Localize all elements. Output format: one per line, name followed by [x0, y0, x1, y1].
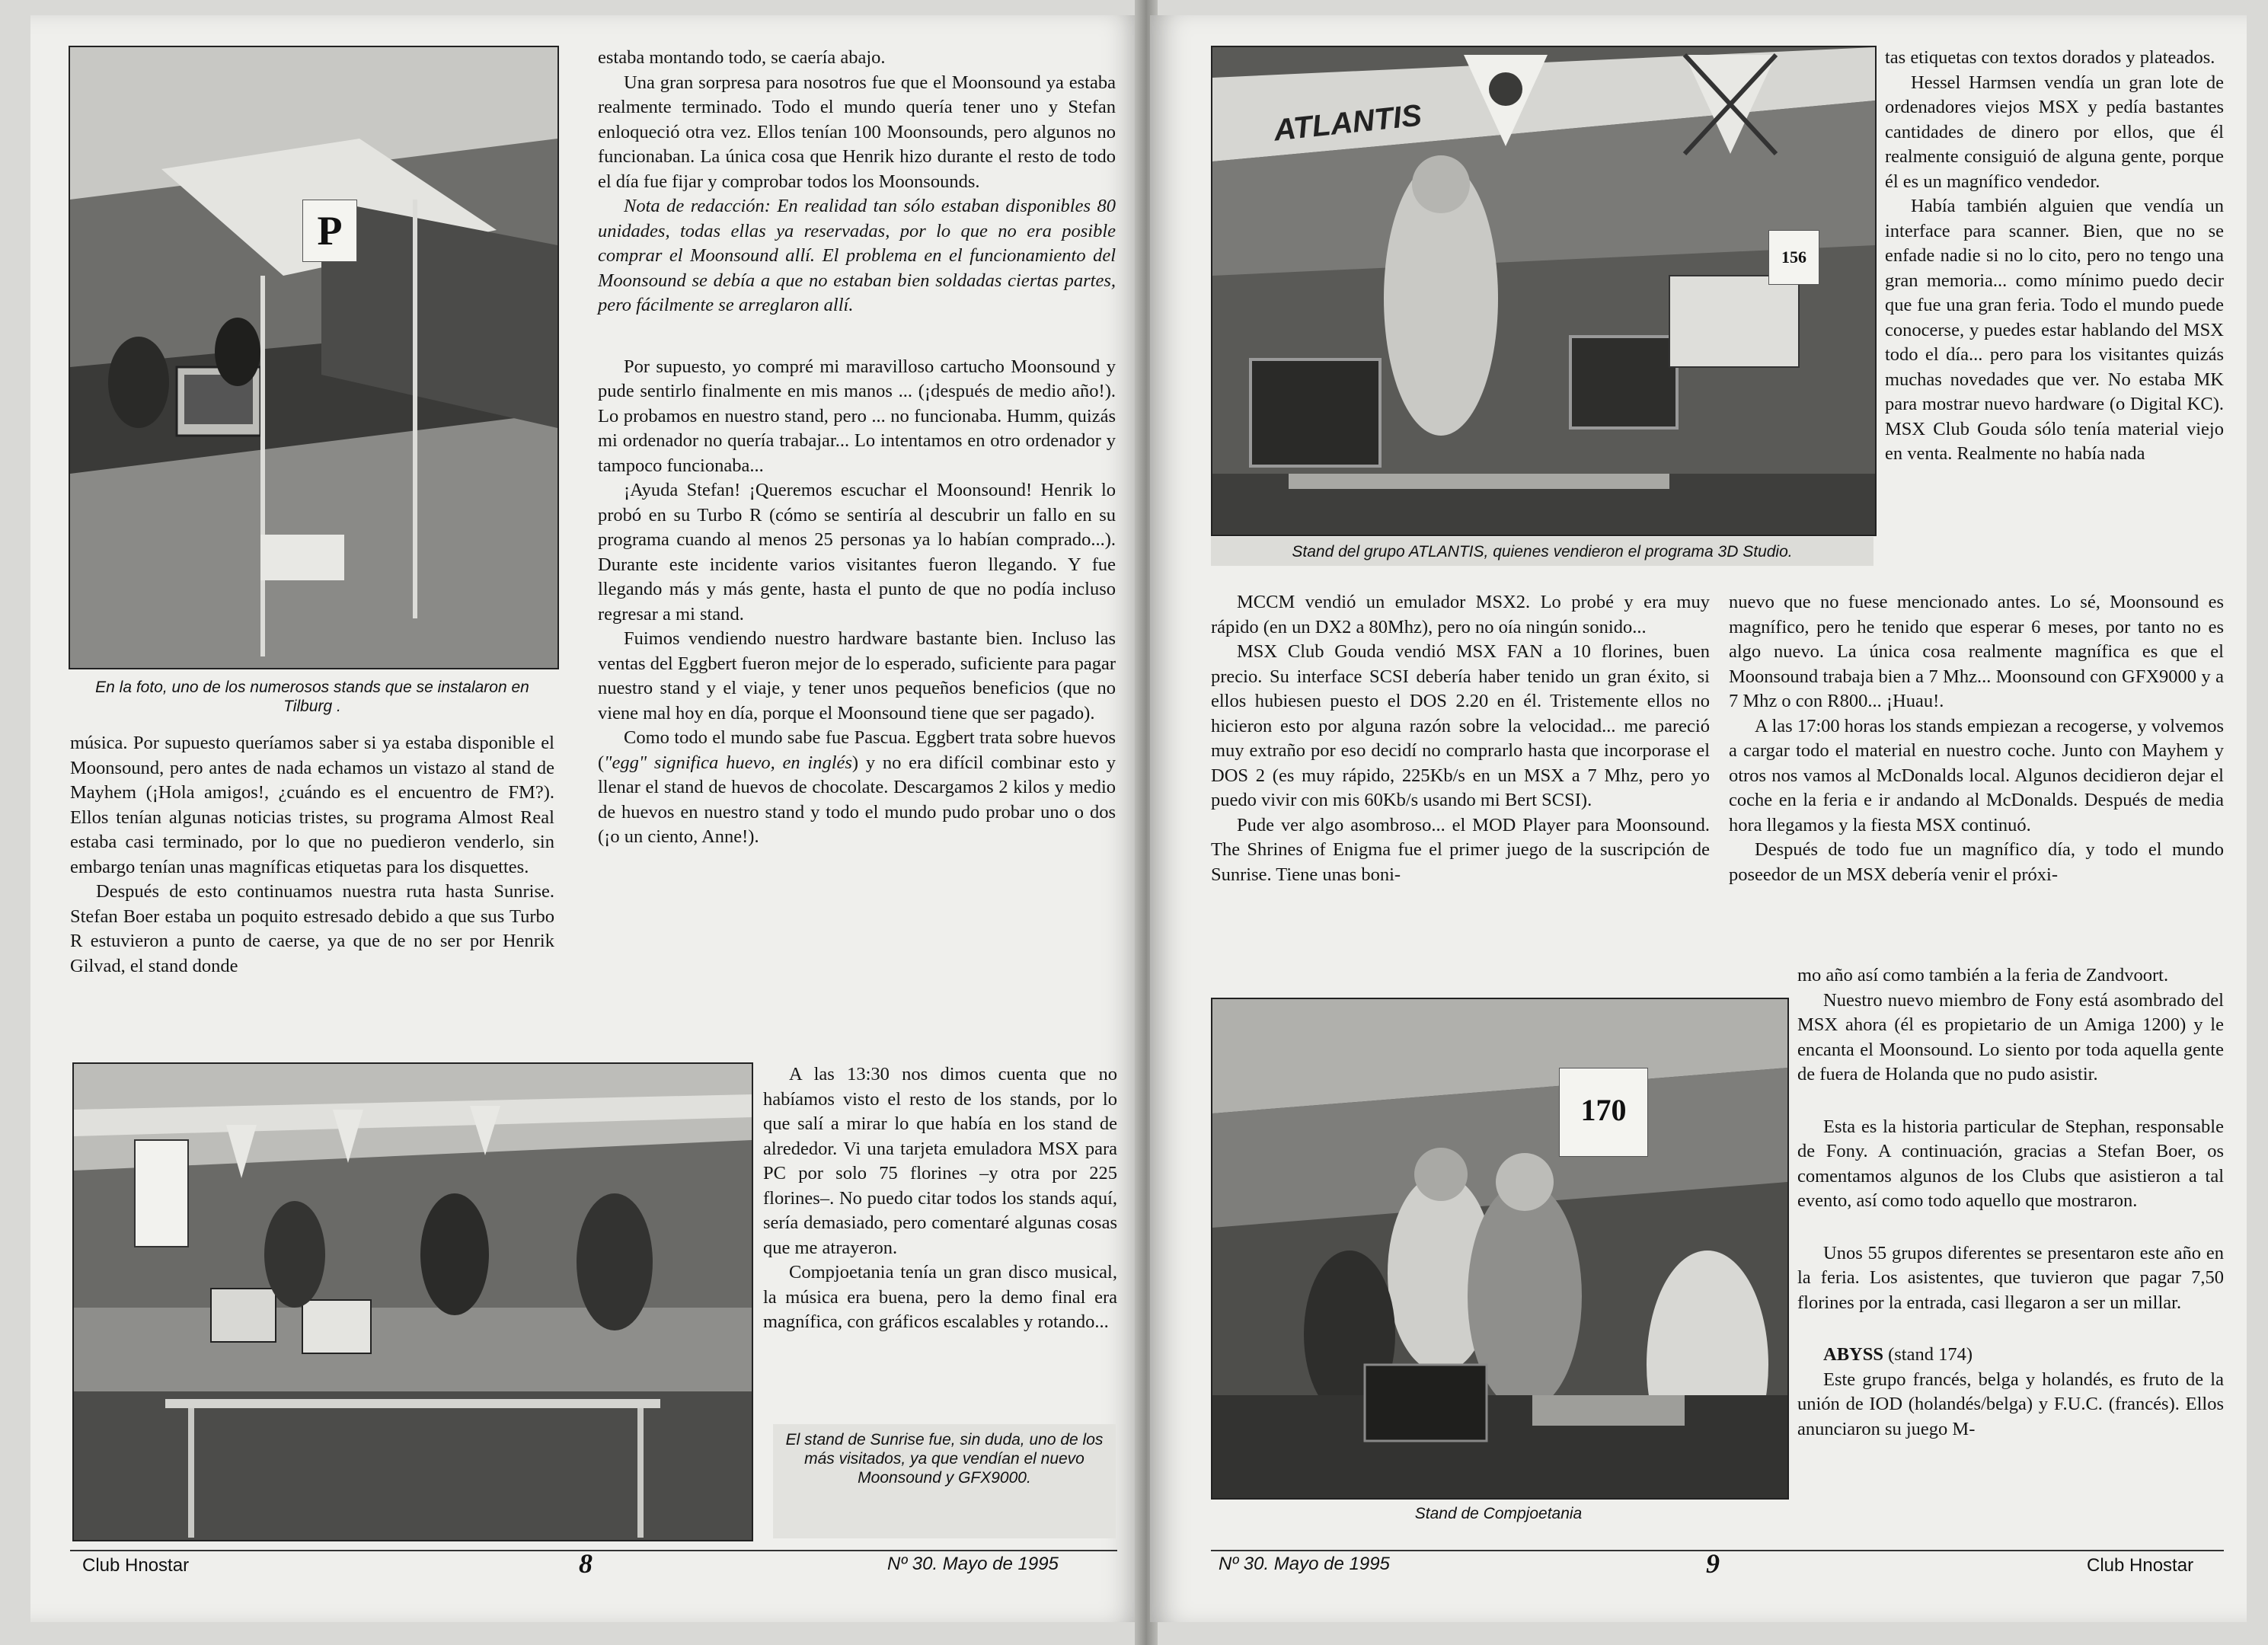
- abyss-title: ABYSS: [1823, 1344, 1883, 1365]
- stand-sign-170: 170: [1559, 1068, 1648, 1157]
- footer-rule: [70, 1550, 1117, 1551]
- paragraph-easter: [598, 726, 1116, 850]
- paragraph: A las 17:00 horas los stands empiezan a recogerse, y volvemos a cargar todo el material en nuestro coche. Junto con Mayhem y otros nos vamos al McDonalds local. Algunos decidieron dejar el coche en la feria e ir andando al McDonalds. Después de media hora llegamos y la fiesta MSX continuó.: [1729, 715, 2224, 835]
- paragraph: Unos 55 grupos diferentes se presentaron este año en la feria. Los asistentes, que tuvieron que pagar 7,50 florines por la entrada, casi llegaron a ser un millar.: [1797, 1242, 2224, 1313]
- stand-sign-p: P: [302, 200, 357, 262]
- paragraph: Una gran sorpresa para nosotros fue que el Moonsound ya estaba realmente terminado. Todo el mundo quería tener uno y Stefan enloqueció otra vez. Ellos tenían 100 Moonsounds, pero algunos no funcionaban. La única cosa que Henrik hizo durante el resto de todo el día fue fijar y comprobar todos los Moonsounds.: [598, 72, 1116, 192]
- photo-atlantis-stand: [1211, 46, 1877, 536]
- text-column-r1: [1211, 590, 1710, 887]
- text-column-2: [598, 46, 1116, 850]
- photo-sunrise-illustration: [74, 1064, 752, 1540]
- stand-sign-156: 156: [1768, 230, 1819, 285]
- easter-text-a: Como todo el mundo sabe fue Pascua. Eggbert trata sobre huevos (: [598, 727, 1116, 773]
- paragraph: MSX Club Gouda vendió MSX FAN a 10 florines, buen precio. Su interface SCSI debería haber tenido un gran éxito, si ellos hubiesen puesto el DOS 2.20 en él. Tristemente ellos no hicieron esto por alguna razón sobre la velocidad... me pareció muy extraño por eso decidí no comprarlo hasta que incorporase el DOS 2 (es muy rápido, 225Kb/s en un MSX a 7 Mhz, pero yo puedo vivir con mis 60Kb/s usando mi Bert SCSI).: [1211, 641, 1710, 810]
- abyss-stand: (stand 174): [1883, 1344, 1973, 1365]
- paragraph: Hessel Harmsen vendía un gran lote de ordenadores viejos MSX y pedía bastantes cantidades de dinero por ellos, que él realmente consiguió de alguna gente, porque él es un magnífico vendedor.: [1885, 72, 2224, 192]
- paragraph: mo año así como también a la feria de Zandvoort.: [1797, 965, 2169, 985]
- photo-compjoetania-stand: [1211, 998, 1789, 1500]
- text-column-r3: [1797, 963, 2224, 1442]
- page-8: [30, 15, 1142, 1622]
- text-column-3: [763, 1062, 1117, 1335]
- footer-issue: Nº 30. Mayo de 1995: [887, 1554, 1059, 1574]
- easter-text-b: ) y no era difícil combinar esto y llenar el stand de huevos de chocolate. Descargamos 2 kilos y medio de huevos en nuestro stand y todo el mundo pudo probar uno o dos (¡o un ciento, Anne!).: [598, 752, 1116, 847]
- paragraph: estaba montando todo, se caería abajo.: [598, 47, 886, 68]
- page-9: [1150, 15, 2247, 1622]
- caption-tilburg: En la foto, uno de los numerosos stands que se instalaron en Tilburg .: [95, 679, 529, 715]
- caption-atlantis: Stand del grupo ATLANTIS, quienes vendieron el programa 3D Studio.: [1292, 543, 1793, 561]
- paragraph: Fuimos vendiendo nuestro hardware bastante bien. Incluso las ventas del Eggbert fueron mejor de lo esperado, suficiente para pagar nuestro stand y el viaje, y tener unos pequeños beneficios (que no viene mal hoy en día, porque el Moonsound tiene que ser pagado).: [598, 628, 1116, 723]
- page-number: 9: [1706, 1548, 1720, 1579]
- text-column-top-right: [1885, 46, 2224, 467]
- paragraph: Nuestro nuevo miembro de Fony está asombrado del MSX ahora (él es propietario de un Amiga 1200) y le encanta el Moonsound. Lo siento por toda aquella gente de fuera de Holanda que no pudo asistir.: [1797, 989, 2224, 1084]
- atlantis-banner: ATLANTIS: [1272, 98, 1423, 148]
- text-column-1: [70, 731, 554, 979]
- easter-text-italic: "egg" significa huevo, en inglés: [604, 752, 852, 773]
- footer-issue: Nº 30. Mayo de 1995: [1219, 1554, 1390, 1574]
- footer-club-name: Club Hnostar: [82, 1555, 190, 1576]
- footer-club-name: Club Hnostar: [2087, 1555, 2194, 1576]
- photo-compjoetania-illustration: [1212, 999, 1787, 1498]
- paragraph: Compjoetania tenía un gran disco musical, la música era buena, pero la demo final era magnífica, con gráficos escalables y rotando...: [763, 1262, 1117, 1332]
- abyss-heading: [1797, 1343, 2224, 1368]
- editor-note-label: Nota de redacción:: [624, 196, 771, 216]
- paragraph: nuevo que no fuese mencionado antes. Lo sé, Moonsound es magnífico, pero he tenido que esperar 6 meses, por tanto no es algo nuevo. La única cosa realmente magnífica es que el Moonsound trabaja bien a 7 Mhz... Moonsound con GFX9000 y a 7 Mhz o con R800... ¡Huau!.: [1729, 592, 2224, 711]
- paragraph: Pude ver algo asombroso... el MOD Player para Moonsound. The Shrines of Enigma fue el primer juego de la suscripción de Sunrise. Tiene unas boni-: [1211, 814, 1710, 885]
- paragraph: ¡Ayuda Stefan! ¡Queremos escuchar el Moonsound! Henrik lo probó en su Turbo R (cómo se sentiría al descubrir un fallo en su programa cuando al menos 25 personas ya lo habían comprado...). Durante este incidente varios visitantes fueron llegando. Y fue llegando más y más gente, hasta el punto de que no podía incluso regresar a mi stand.: [598, 480, 1116, 624]
- photo-tilburg-illustration: [70, 47, 557, 668]
- paragraph: música. Por supuesto queríamos saber si ya estaba disponible el Moonsound, pero antes de nada echamos un vistazo al stand de Mayhem (¡Hola amigos!, ¿cuándo es el encuentro de FM?). Ellos tenían algunas noticias tristes, su programa Almost Real estaba casi terminado, por lo que no puedieron venderlo, sin embargo tenían unas magníficas etiquetas para los disquettes.: [70, 733, 554, 877]
- paragraph: A las 13:30 nos dimos cuenta que no habíamos visto el resto de los stands, por lo que salí a mirar lo que había en los stand de alrededor. Vi una tarjeta emuladora MSX para PC por solo 75 florines –y otra por 225 florines–. No puedo citar todos los stands aquí, sería demasiado, pero comentaré algunas cosas que me atrayeron.: [763, 1064, 1117, 1258]
- paragraph: tas etiquetas con textos dorados y plateados.: [1885, 47, 2215, 68]
- editor-note: [598, 194, 1116, 318]
- page-number: 8: [579, 1548, 593, 1579]
- caption-compjoetania: Stand de Compjoetania: [1414, 1505, 1583, 1522]
- photo-tilburg-stands: [69, 46, 559, 669]
- caption-sunrise: El stand de Sunrise fue, sin duda, uno de los más visitados, ya que vendían el nuevo Moonsound y GFX9000.: [785, 1431, 1104, 1487]
- editor-note-text: En realidad tan sólo estaban disponibles 80 unidades, todas ellas ya reservadas, por lo que no era posible comprar el Moonsound allí. El problema en el funcionamiento del Moonsound se debía a que no estaban bien soldadas ciertas partes, pero fácilmente se arreglaron allí.: [598, 196, 1116, 315]
- paragraph: Este grupo francés, belga y holandés, es fruto de la unión de IOD (holandés/belga) y F.U.C. (francés). Ellos anunciaron su juego M-: [1797, 1369, 2224, 1439]
- paragraph: Después de esto continuamos nuestra ruta hasta Sunrise. Stefan Boer estaba un poquito estresado debido a que sus Turbo R estuvieron a punto de caerse, ya que de no ser por Henrik Gilvad, el stand donde: [70, 881, 554, 976]
- paragraph: Por supuesto, yo compré mi maravilloso cartucho Moonsound y pude sentirlo finalmente en mis manos ... (¡después de medio año!). Lo probamos en nuestro stand, pero ... no funcionaba. Humm, quizás mi ordenador no quería trabajar... Lo intentamos en otro ordenador y tampoco funcionaba...: [598, 356, 1116, 476]
- paragraph: Había también alguien que vendía un interface para scanner. Bien, que no se enfade nadie si no lo cito, pero no tengo una gran memoria... como mínimo puedo decir que fue una gran feria. Todo el mundo puede conocerse, y puedes estar hablando del MSX todo el día... pero para los visitantes quizás muchas novedades que ver. No estaba MK para mostrar nuevo hardware (o Digital KC). MSX Club Gouda sólo tenía material viejo en venta. Realmente no había nada: [1885, 196, 2224, 464]
- paragraph: MCCM vendió un emulador MSX2. Lo probé y era muy rápido (en un DX2 a 80Mhz), pero no oía ningún sonido...: [1211, 592, 1710, 637]
- paragraph: Esta es la historia particular de Stephan, responsable de Fony. A continuación, gracias a Stefan Boer, os comentamos algunos de los Clubs que asistieron a tal evento, así como todo aquello que mostraron.: [1797, 1116, 2224, 1211]
- text-column-r2: [1729, 590, 2224, 887]
- paragraph: Después de todo fue un magnífico día, y todo el mundo poseedor de un MSX debería venir el próxi-: [1729, 839, 2224, 885]
- photo-sunrise-stand: [72, 1062, 753, 1541]
